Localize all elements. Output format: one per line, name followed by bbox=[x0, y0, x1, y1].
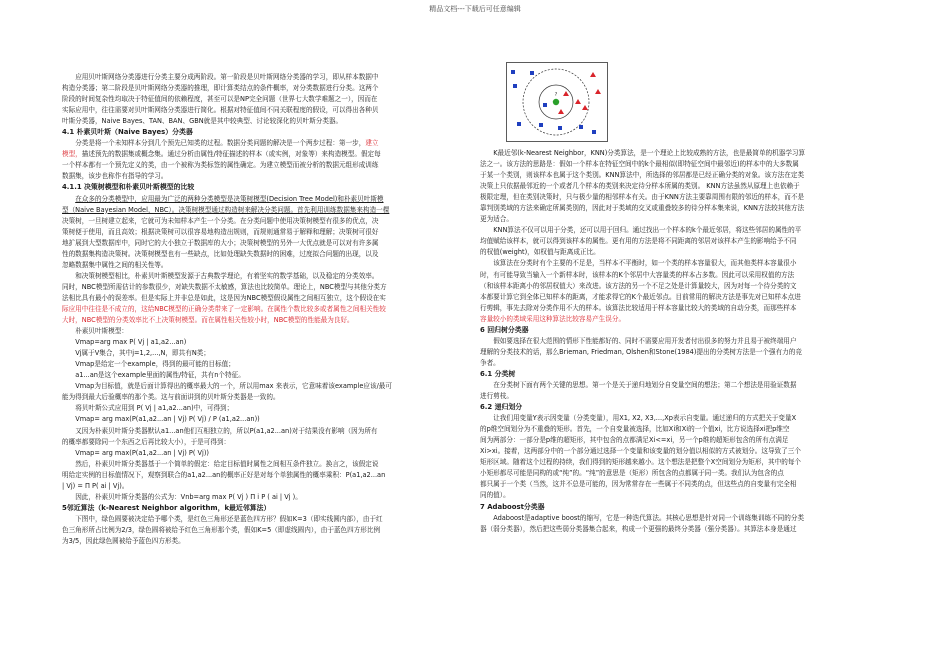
text-line: 该算法在分类时有个主要的不足是，当样本不平衡时，如一个类的样本容量很大，而其他类样本容量很小 bbox=[493, 259, 797, 268]
section-heading-4-1-1: 4.1.1 决策树模型和朴素贝叶斯模型的比较 bbox=[62, 183, 195, 192]
text-line: 构造分类器；第二阶段是贝叶斯网络分类器的推理，即计算类结点的条件概率，对分类数据进行分类。这两个 bbox=[62, 84, 379, 93]
formula-line: | Vj) = Π P( ai | Vj)。 bbox=[62, 481, 129, 490]
formula-line: Vmap=arg max P( Vj | a1,a2...an) bbox=[75, 338, 187, 347]
right-column bbox=[480, 148, 895, 535]
text-span: 分类是将一个未知样本分到几个预先已知类的过程。数据分类问题的解决是一个两步过程：第一步， bbox=[75, 139, 366, 148]
text-line: 都只属于一个类（当然，这并不总是可能的，因为常常存在一些属于不同类的点，但这些点的自变量有完全相 bbox=[480, 480, 797, 489]
section-heading-6: 6 回归树分类器 bbox=[480, 325, 529, 334]
text-line: 容量较小的类域采用这种算法比较容易产生误分。 bbox=[480, 314, 626, 323]
text-line: 时，有可能导致当输入一个新样本时，该样本的K个邻居中大容量类的样本占多数。因此可以采用权值的方法 bbox=[480, 270, 795, 279]
text-line: 大时，NBC模型的分类效率比不上决策树模型。而在属性相关性较小时，NBC模型的性能最为良好。 bbox=[62, 316, 354, 325]
text-line: 法相比具有最小的误差率。但是实际上并非总是如此，这是因为NBC模型假设属性之间相互独立，这个假设在实 bbox=[62, 293, 386, 302]
text-line: 在分类树下面有两个关键的思想。第一个是关于递归地划分自变量空间的想法；第二个想法是用验证数据 bbox=[493, 380, 797, 389]
text-line: 为3/5，因此绿色圆被给予蓝色四方形类。 bbox=[62, 536, 185, 545]
text-line: 矩形区域。随着这个过程的持续，我们得到的矩形越来越小。这个想法是把整个X空间划分为矩形，其中的每个 bbox=[480, 458, 802, 467]
text-line: 决策上只依据最邻近的一个或者几个样本的类别来决定待分样本所属的类别。 KNN方法虽然从原理上也依赖于 bbox=[480, 182, 800, 191]
text-line: Adaboost是adaptive boost的缩写，它是一种迭代算法。其核心思想是针对同一个训练集训练不同的分类 bbox=[493, 513, 805, 522]
formula-line: Vmap= arg max(P(a1,a2...an | Vj) P( Vj)) bbox=[75, 448, 210, 457]
text-line: 更为适合。 bbox=[480, 215, 513, 224]
text-line: 争者。 bbox=[480, 358, 500, 367]
section-heading-7: 7 Adaboost分类器 bbox=[480, 502, 545, 511]
formula-line: a1...an是这个example里面的属性/特征，共有n个特征。 bbox=[75, 371, 245, 380]
highlight-span: 模型， bbox=[62, 150, 82, 159]
text-line: 际应用中往往是不成立的，这给NBC模型的正确分类带来了一定影响。在属性个数比较多或者属性之间相关性较 bbox=[62, 304, 386, 313]
text-line: 进行剪枝。 bbox=[480, 392, 513, 401]
blue-square bbox=[539, 123, 543, 127]
section-heading-6-2: 6.2 递归划分 bbox=[480, 403, 523, 412]
formula-line: 又因为朴素贝叶斯分类器默认a1...an他们互相独立的，所以P(a1,a2...an)对于结果没有影响（因为所有 bbox=[75, 426, 378, 435]
formula-line: 朴素贝叶斯模型： bbox=[75, 327, 128, 336]
section-heading-4-1: 4.1 朴素贝叶斯（Naive Bayes）分类器 bbox=[62, 128, 193, 137]
text-line: 让我们用变量Y表示因变量（分类变量），用X1, X2, X3,...,Xp表示自变量。通过递归的方式把关于变量X bbox=[493, 414, 797, 423]
formula-line: Vmap是给定一个example，得到的最可能的目标值； bbox=[75, 360, 235, 369]
section-heading-5: 5邻近算法（k-Nearest Neighbor algorithm，k最近邻算法） bbox=[62, 503, 271, 512]
text-line: 阶段的时间复杂性均取决于特征值间的依赖程度，甚至可以是NP完全问题（世界七大数学难题之一），因而在 bbox=[62, 95, 378, 104]
intro-paragraph bbox=[62, 72, 477, 127]
text-line: K最近邻(k-Nearest Neighbor，KNN)分类算法，是一个理论上比较成熟的方法，也是最简单的机器学习算 bbox=[493, 149, 806, 157]
text-line: 间为两部分：一部分是p维的超矩形，其中包含的点都满足Xi<=xi，另一个p维的超矩形包含的所有点满足 bbox=[480, 436, 789, 445]
section-heading-6-1: 6.1 分类树 bbox=[480, 369, 516, 378]
text-line: （和该样本距离小的邻居权值大）来改进。该方法的另一个不足之处是计算量较大，因为对每一个待分类的文 bbox=[480, 281, 797, 290]
text-line: 的p维空间划分为不重叠的矩形。首先，一个自变量被选择，比如Xi和Xi的一个值xi，比方说选择xi把p维空 bbox=[480, 425, 790, 434]
text-line: Xi>xi。接着，这两部分中的一个部分通过选择一个变量和该变量的划分值以相似的方式被划分。这导致了三个 bbox=[480, 447, 801, 456]
blue-square bbox=[513, 84, 517, 88]
blue-square bbox=[517, 122, 521, 126]
text-line: 法之一。该方法的思路是：假如一个样本在特征空间中的k个最相似(即特征空间中最邻近)的样本中的大多数属 bbox=[480, 160, 799, 169]
text-line: 叶斯分类器，Naive Bayes、TAN、BAN、GBN就是其中较典型、讨论较深化的贝叶斯分类器。 bbox=[62, 117, 343, 126]
knn-diagram bbox=[506, 62, 608, 142]
text-line: 决策树，一旦树建立起来，它就可为未知样本产生一个分类。在分类问题中使用决策树模型有很多的优点，决 bbox=[62, 216, 379, 225]
blue-square bbox=[592, 130, 596, 134]
text-line bbox=[62, 149, 477, 160]
text-line: 均值赋给该样本，就可以得到该样本的属性。更有用的方法是将不同距离的邻居对该样本产生的影响给予不同 bbox=[480, 237, 797, 246]
text-line: 假如要选择在很大范围的情形下性能都好的、同时不需要应用开发者付出很多的努力并且易于被终端用户 bbox=[493, 336, 797, 345]
text-line: 的权值(weight)，如权值与距离成正比。 bbox=[480, 248, 600, 257]
formula-line: Vmap= arg max(P(a1,a2...an | Vj) P( Vj) / P (a1,a2...an)) bbox=[75, 415, 260, 424]
text-line: 同时，NBC模型所需估计的参数很少，对缺失数据不太敏感，算法也比较简单。理论上，NBC模型与其他分类方 bbox=[62, 282, 387, 291]
highlight-span: 建立 bbox=[365, 139, 379, 148]
text-line: 靠判别类域的方法来确定所属类别的，因此对于类域的交叉或重叠较多的待分样本集来说，KNN方法较其他方法 bbox=[480, 204, 805, 213]
text-line: 器（弱分类器），然后把这些弱分类器集合起来，构成一个更强的最终分类器（强分类器）。其算法本身是通过 bbox=[480, 524, 797, 533]
formula-line: 的概率都要除同一个东西之后再比较大小），于是可得到： bbox=[62, 437, 231, 446]
text-line: 忽略数据集中属性之间的相关性等。 bbox=[62, 260, 168, 269]
text-line: 行剪辑，事先去除对分类作用不大的样本。该算法比较适用于样本容量比较大的类域的自动分类，而那些样本 bbox=[480, 303, 797, 312]
formula-line: 然后，朴素贝叶斯分类器基于一个简单的假定：给定目标值时属性之间相互条件独立。换言之，该假定说 bbox=[75, 459, 379, 468]
text-span: 描述预先的数据集或概念集。通过分析由属性/特征描述的样本（或实例，对象等）来构造模型。假定每 bbox=[81, 150, 381, 159]
text-line: 型（Naive Bayesian Model，NBC）。决策树模型通过构造树来解决分类问题。首先利用训练数据集来构造一棵 bbox=[62, 205, 390, 214]
formula-line: 因此，朴素贝叶斯分类器的公式为：Vnb=arg max P( Vj ) Π i P ( ai | Vj )。 bbox=[75, 492, 302, 501]
blue-square bbox=[579, 125, 583, 129]
text-line: 于某一个类别，则该样本也属于这个类别。KNN算法中，所选择的邻居都是已经正确分类的对象。该方法在定类 bbox=[480, 171, 805, 180]
text-line: 应用贝叶斯网络分类器进行分类主要分成两阶段。第一阶段是贝叶斯网络分类器的学习，即从样本数据中 bbox=[75, 73, 379, 81]
text-line: 理解的分类技术的话，那么Brieman, Friedman, Olshen和Stone(1984)提出的分类树方法是一个强有力的竞 bbox=[480, 347, 802, 356]
blue-square bbox=[530, 71, 534, 75]
text-line bbox=[62, 138, 477, 149]
text-line: 性的数据集构造决策树。决策树模型也有一些缺点，比如处理缺失数据时的困难，过度拟合问题的出现，以及 bbox=[62, 249, 379, 258]
text-line: 本都要计算它到全体已知样本的距离，才能求得它的K个最近邻点。目前常用的解决方法是事先对已知样本点进 bbox=[480, 292, 801, 301]
text-line: 数据集，该步也称作有指导的学习。 bbox=[62, 172, 168, 181]
formula-line: 明给定实例的目标值情况下，观察到联合的a1,a2...an的概率正好是对每个单独属性的概率乘积：P(a1,a2...an bbox=[62, 470, 386, 479]
text-line: 和决策树模型相比，朴素贝叶斯模型发源于古典数学理论，有着坚实的数学基础，以及稳定的分类效率。 bbox=[75, 271, 379, 280]
left-column bbox=[62, 72, 477, 547]
text-line: 地扩展到大型数据库中，同时它的大小独立于数据库的大小；决策树模型的另外一大优点就是可以对有许多属 bbox=[62, 238, 379, 247]
text-line: 策树便于使用，而且高效；根据决策树可以很容易地构造出规则，而规则通常易于解释和理解；决策树可很好 bbox=[62, 227, 379, 236]
blue-square bbox=[543, 103, 547, 107]
text-line: KNN算法不仅可以用于分类，还可以用于回归。通过找出一个样本的k个最近邻居，将这些邻居的属性的平 bbox=[493, 226, 802, 235]
query-green-circle bbox=[553, 99, 559, 105]
blue-square bbox=[511, 70, 515, 74]
query-label: ? bbox=[554, 92, 558, 98]
text-line: 小矩形都尽可能是同构的或“纯”的。“纯”的意思是（矩形）所包含的点都属于同一类。我们认为包含的点 bbox=[480, 469, 784, 478]
text-line: 同的值）。 bbox=[480, 491, 510, 500]
text-line: 下图中，绿色圆要被决定给予哪个类，是红色三角形还是蓝色四方形？假如K=3（即实线圆内部），由于红 bbox=[75, 514, 383, 523]
formula-line: 能为得到最大后验概率的那个类。这与前面讲到的贝叶斯分类器是一致的。 bbox=[62, 393, 280, 402]
text-line: 实际应用中，往往需要对贝叶斯网络分类器进行简化。根据对特征值间不同关联程度的假设，可以得出各种贝 bbox=[62, 106, 379, 115]
text-line: 一个样本都有一个预先定义的类，由一个被称为类标签的属性确定。为建立模型而被分析的数据元组形成训练 bbox=[62, 161, 379, 170]
text-line: 在众多的分类模型中，应用最为广泛的两种分类模型是决策树模型(Decision Tree Model)和朴素贝叶斯模 bbox=[75, 194, 384, 203]
formula-line: Vmap为目标值，就是后面计算得出的概率最大的一个，所以用max 来表示，它意味着该example应该/最可 bbox=[75, 382, 392, 391]
page-header: 精品文档---下载后可任意编辑 bbox=[429, 5, 521, 13]
text-line: 极限定理，但在类别决策时，只与极少量的相邻样本有关。由于KNN方法主要靠周围有限的邻近的样本，而不是 bbox=[480, 193, 805, 202]
text-line: 色三角形所占比例为2/3，绿色圆将被给予红色三角形那个类，假如K=5（即虚线圆内），由于蓝色四方形比例 bbox=[62, 525, 381, 534]
formula-line: 将贝叶斯公式应用到 P( Vj | a1,a2...an)中，可得到； bbox=[75, 404, 234, 413]
formula-line: Vj属于V集合，其中j=1,2,...,N，即共有N类； bbox=[75, 349, 210, 358]
knn-figure bbox=[506, 62, 608, 142]
blue-square bbox=[558, 126, 562, 130]
